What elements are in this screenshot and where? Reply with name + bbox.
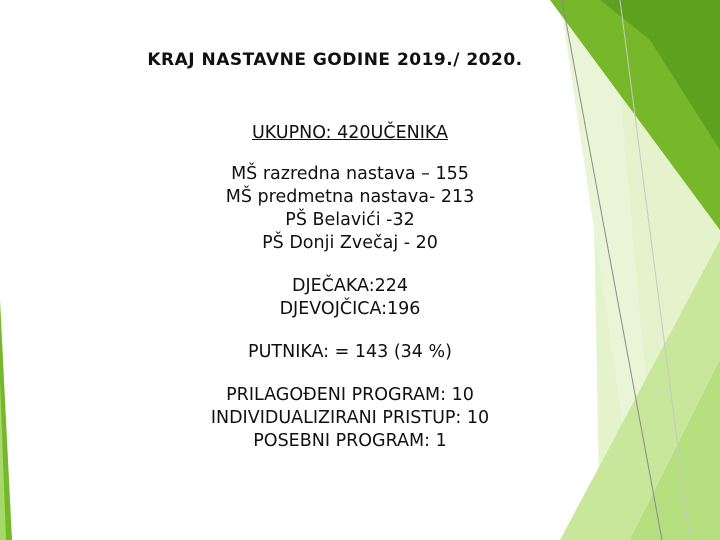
commuters-section [0,341,700,364]
programs-section [0,384,700,453]
school-breakdown [0,163,700,255]
boys-count: DJEČAKA:224 [291,276,408,296]
school-line: PŠ Donji Zvečaj - 20 [262,233,438,253]
school-line: PŠ Belavići -32 [285,210,415,230]
school-line: MŠ predmetna nastava- 213 [225,187,475,207]
commuters-count: PUTNIKA: = 143 (34 %) [248,342,452,362]
program-line: PRILAGOĐENI PROGRAM: 10 [226,385,474,405]
total-students: UKUPNO: 420UČENIKA [251,123,449,143]
slide-title: KRAJ NASTAVNE GODINE 2019./ 2020. [147,50,523,70]
slide-content [0,122,700,453]
program-line: POSEBNI PROGRAM: 1 [253,431,447,451]
school-line: MŠ razredna nastava – 155 [231,164,469,184]
girls-count: DJEVOJČICA:196 [279,299,421,319]
program-line: INDIVIDUALIZIRANI PRISTUP: 10 [210,408,490,428]
gender-breakdown [0,275,700,321]
